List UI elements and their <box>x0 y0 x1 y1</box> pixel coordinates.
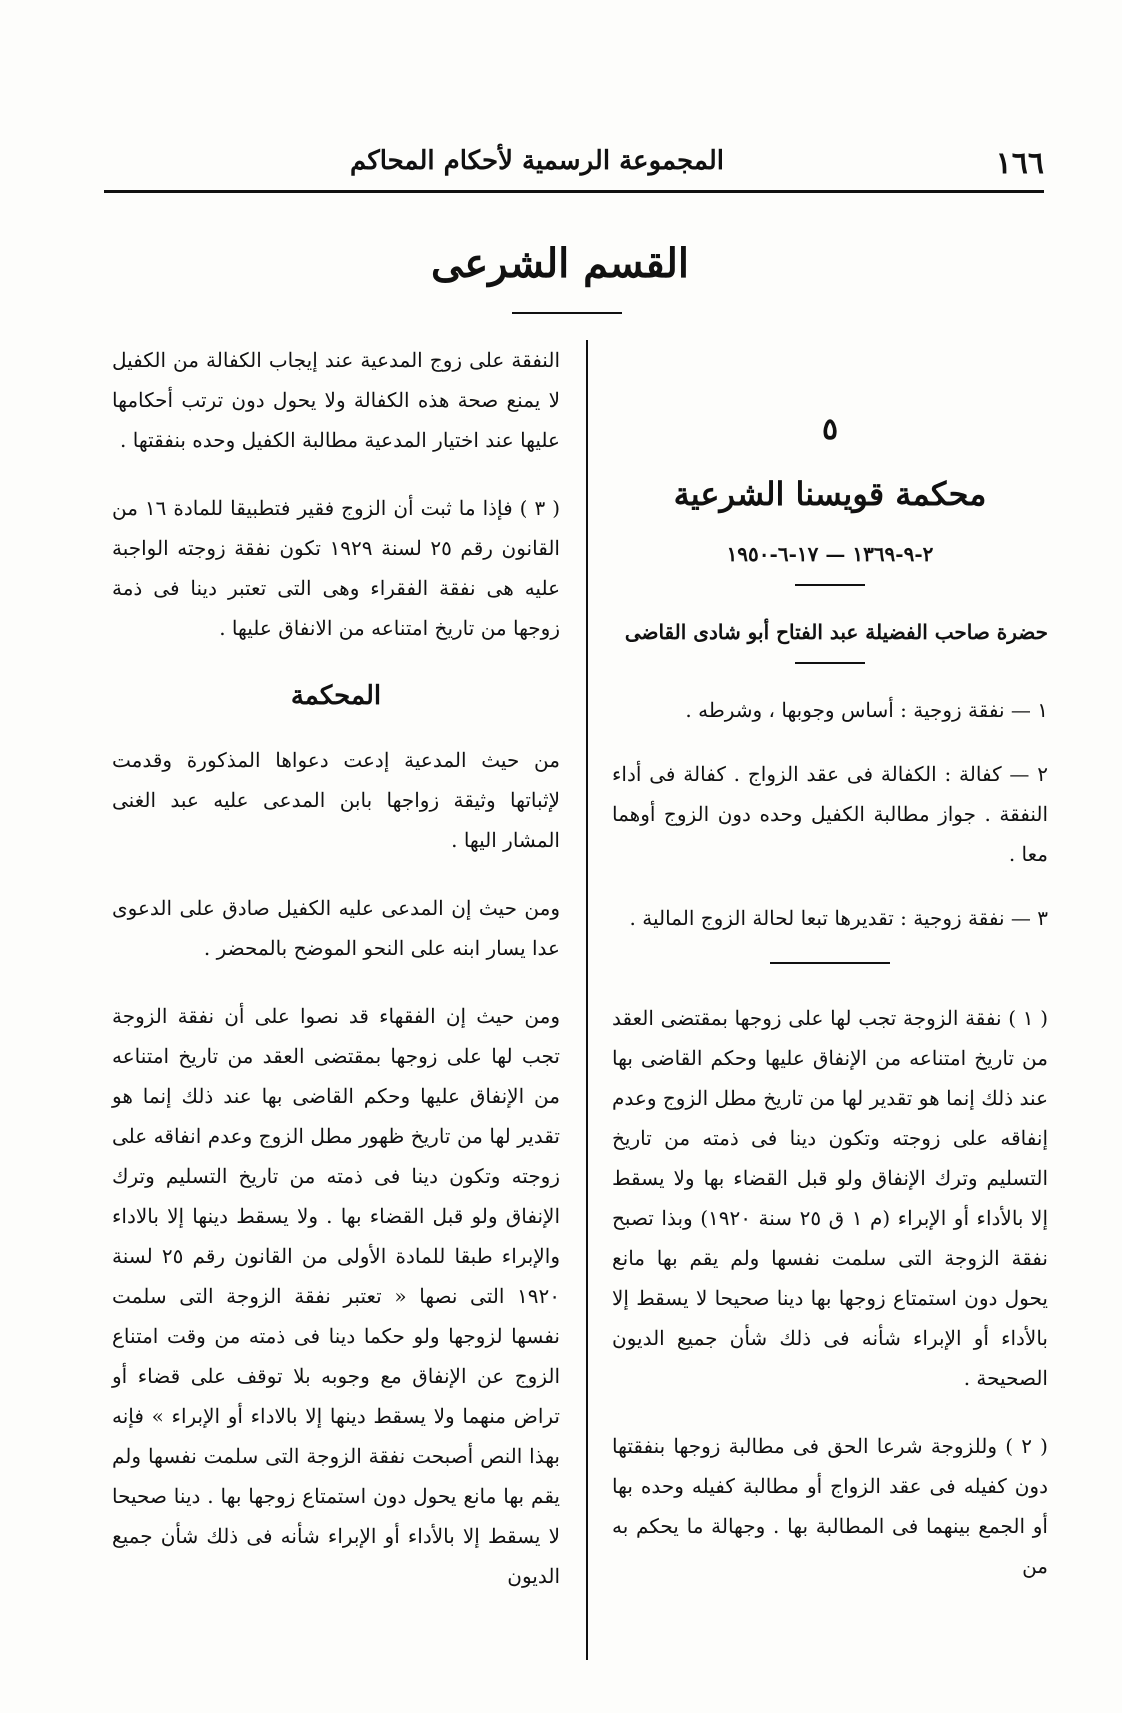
running-title: المجموعة الرسمية لأحكام المحاكم <box>350 146 724 176</box>
page-number: ١٦٦ <box>995 146 1044 181</box>
left-column <box>112 340 560 1624</box>
column-divider <box>586 340 588 1660</box>
paragraph: ( ٣ ) فإذا ما ثبت أن الزوج فقير فتطبيقا للمادة ١٦ من القانون رقم ٢٥ لسنة ١٩٢٩ تكون نفقة زوجته الواجبة عليه هى نفقة الفقراء وهى التى تعتبر دينا فى ذمة زوجها من تاريخ امتناعه من الانفاق عليها . <box>112 496 561 640</box>
summary-item: ٢ — كفالة : الكفالة فى عقد الزواج . كفالة فى أداء النفقة . جواز مطالبة الكفيل وحده دون الزوج أوهما معا . <box>612 762 1048 866</box>
header-rule <box>104 190 1044 193</box>
short-rule <box>795 662 865 664</box>
section-title: القسم الشرعى <box>430 240 690 287</box>
paragraph: ومن حيث إن الفقهاء قد نصوا على أن نفقة الزوجة تجب لها على زوجها بمقتضى العقد من تاريخ امتناعه من الإنفاق عليها وحكم القاضى بها عند ذلك إنما هو تقدير لها من تاريخ ظهور مطل الزوج وعدم انفاقه على زوجته وتكون دينا فى ذمته من تاريخ التسليم وترك الإنفاق ولو قبل القضاء بها . ولا يسقط دينها إلا بالاداء والإبراء طبقا للمادة الأولى من القانون رقم ٢٥ لسنة ١٩٢٠ التى نصها « تعتبر نفقة الزوجة التى سلمت نفسها لزوجها ولو حكما دينا فى ذمته من وقت امتناع الزوج عن الإنفاق مع وجوبه بلا توقف على قضاء أو تراض منهما ولا يسقط دينها إلا بالاداء أو الإبراء » فإنه بهذا النص أصبحت نفقة الزوجة التى سلمت نفسها ولم يقم بها مانع يحول دون استمتاع زوجها بها . دينا صحيحا لا يسقط إلا بالأداء أو الإبراء شأنه فى ذلك شأن جميع الديون <box>112 1004 561 1588</box>
page-header <box>104 138 1044 188</box>
right-column <box>612 410 1048 1614</box>
case-date: ٢-٩-١٣٦٩ — ١٧-٦-١٩٥٠ <box>726 542 934 566</box>
judge-line: حضرة صاحب الفضيلة عبد الفتاح أبو شادى القاضى <box>624 620 1048 644</box>
paragraph: ( ١ ) نفقة الزوجة تجب لها على زوجها بمقتضى العقد من تاريخ امتناعه من الإنفاق عليها وحكم القاضى بها عند ذلك إنما هو تقدير لها من تاريخ مطل الزوج وعدم إنفاقه على زوجته وتكون دينا فى ذمته من تاريخ التسليم وترك الإنفاق ولو قبل القضاء بها ولا يسقط إلا بالأداء أو الإبراء (م ١ ق ٢٥ سنة ١٩٢٠) وبذا تصبح نفقة الزوجة التى سلمت نفسها ولم يقم بها مانع يحول دون استمتاع زوجها بها دينا صحيحا لا يسقط إلا بالأداء أو الإبراء شأنه فى ذلك شأن جميع الديون الصحيحة . <box>612 1006 1048 1390</box>
section-rule <box>512 312 622 314</box>
summary-item: ٣ — نفقة زوجية : تقديرها تبعا لحالة الزوج المالية . <box>629 906 1048 930</box>
case-number: ٥ <box>821 412 839 447</box>
court-name: محكمة قويسنا الشرعية <box>673 475 987 513</box>
long-rule <box>770 962 890 964</box>
ruling-heading: المحكمة <box>290 681 382 711</box>
paragraph: من حيث المدعية إدعت دعواها المذكورة وقدمت لإثباتها وثيقة زواجها بابن المدعى عليه عبد الغنى المشار اليها . <box>112 748 560 852</box>
paragraph: ( ٢ ) وللزوجة شرعا الحق فى مطالبة زوجها بنفقتها دون كفيله فى عقد الزواج أو مطالبة كفيله وحده بها أو الجمع بينهما فى المطالبة بها . وجهالة ما يحكم به من <box>612 1434 1048 1578</box>
paragraph: ومن حيث إن المدعى عليه الكفيل صادق على الدعوى عدا يسار ابنه على النحو الموضح بالمحضر . <box>112 896 560 960</box>
paragraph: النفقة على زوج المدعية عند إيجاب الكفالة من الكفيل لا يمنع صحة هذه الكفالة ولا يحول دون ترتب أحكامها عليها عند اختيار المدعية مطالبة الكفيل وحده بنفقتها . <box>112 348 560 452</box>
summary-item: ١ — نفقة زوجية : أساس وجوبها ، وشرطه . <box>685 698 1048 722</box>
short-rule <box>795 584 865 586</box>
